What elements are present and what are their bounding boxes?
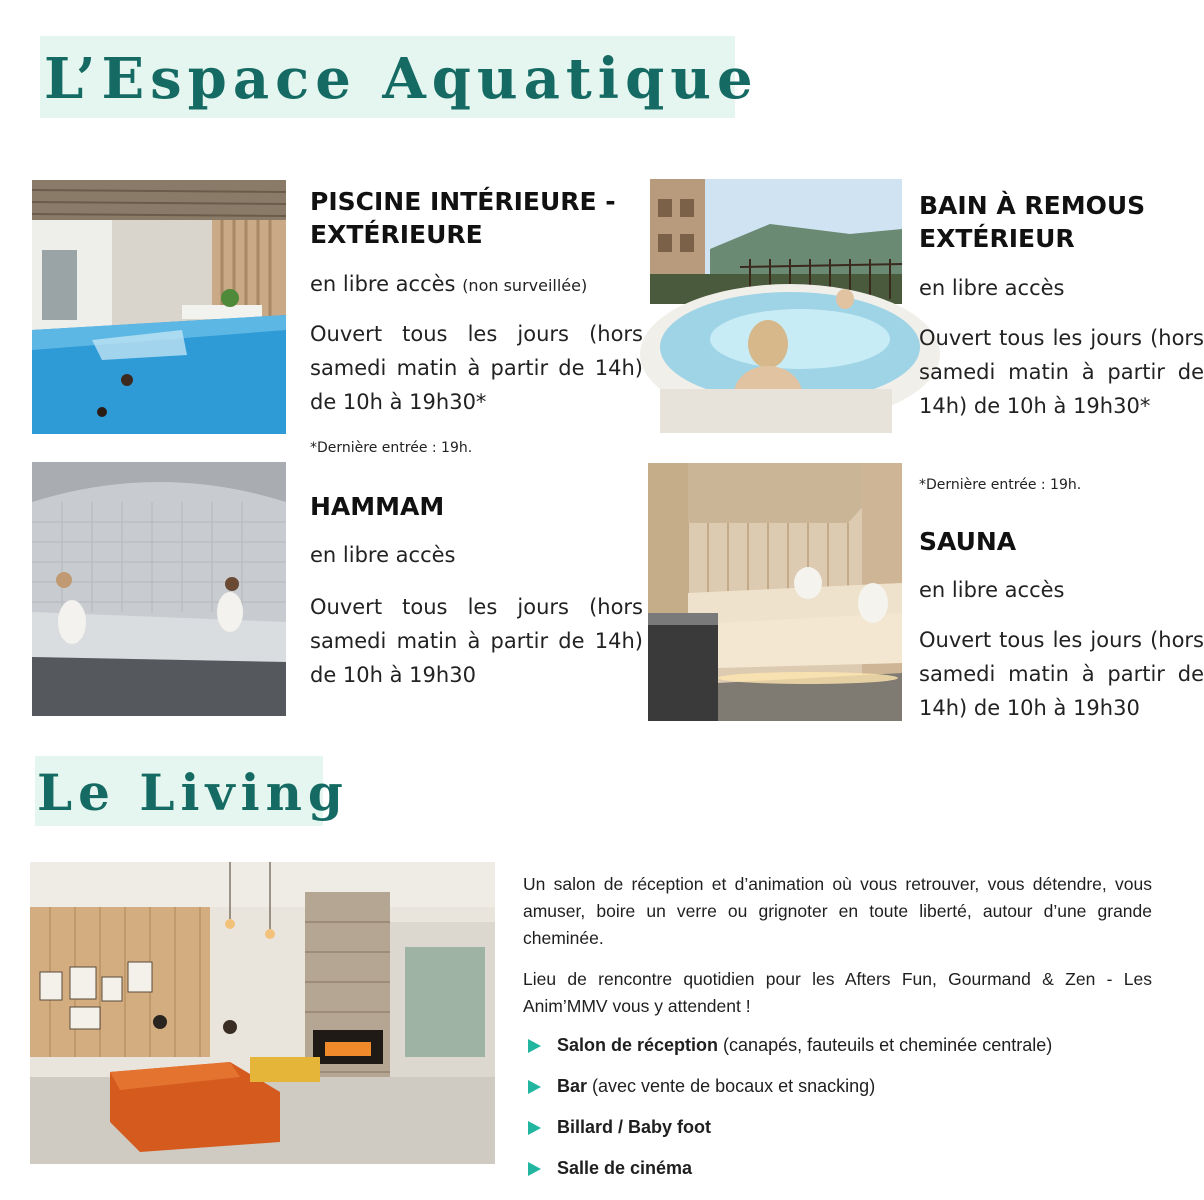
- hammam-photo: [32, 462, 286, 716]
- jacuzzi-footnote: *Dernière entrée : 19h.: [919, 477, 1082, 493]
- list-item: [526, 1153, 1052, 1194]
- sauna-access: en libre accès: [919, 578, 1065, 602]
- pool-photo: [32, 180, 286, 434]
- list-item: [526, 1112, 1052, 1153]
- pool-access: [310, 272, 587, 296]
- living-description: Un salon de réception et d’animation où vous retrouver, vous détendre, vous amuser, boire un verre ou grignoter en toute liberté, autour d’une grande cheminée.: [523, 874, 1152, 948]
- amenity-name: Salle de cinéma: [557, 1158, 693, 1178]
- list-item: [526, 1071, 1052, 1112]
- sauna-photo: [648, 463, 902, 721]
- pool-title-line1: PISCINE INTÉRIEURE -: [310, 187, 616, 216]
- hammam-access: en libre accès: [310, 543, 456, 567]
- pool-footnote: *Dernière entrée : 19h.: [310, 440, 473, 456]
- amenity-name: Billard / Baby foot: [557, 1117, 712, 1137]
- living-photo: [30, 862, 495, 1164]
- pool-access-text: en libre accès: [310, 272, 456, 296]
- sauna-hours-clip: [919, 623, 1204, 759]
- bullet-triangle-icon: [528, 1039, 541, 1053]
- bullet-triangle-icon: [528, 1121, 541, 1135]
- sauna-title: SAUNA: [919, 527, 1017, 556]
- living-title-text: Le Living: [37, 763, 349, 822]
- list-item: [526, 1030, 1052, 1071]
- jacuzzi-hours: Ouvert tous les jours (hors samedi matin à partir de 14h) de 10h à 19h30*: [919, 326, 1204, 418]
- jacuzzi-title-line2: EXTÉRIEUR: [919, 224, 1075, 253]
- amenity-detail: (avec vente de bocaux et snacking): [587, 1076, 876, 1096]
- pool-title: [310, 185, 650, 251]
- pool-access-note: (non surveillée): [462, 276, 588, 295]
- pool-title-line2: EXTÉRIEURE: [310, 220, 483, 249]
- hammam-hours: Ouvert tous les jours (hors samedi matin à partir de 14h) de 10h à 19h30: [310, 595, 643, 687]
- living-section-title: [35, 756, 349, 826]
- living-amenities-list: [526, 1030, 1052, 1194]
- hammam-title: HAMMAM: [310, 492, 445, 521]
- jacuzzi-title-line1: BAIN À REMOUS: [919, 191, 1146, 220]
- aquatic-section-title: [40, 36, 759, 118]
- amenity-detail: (canapés, fauteuils et cheminée centrale): [718, 1035, 1053, 1055]
- living-meeting-text: Lieu de rencontre quotidien pour les Afters Fun, Gourmand & Zen - Les Anim’MMV vous y attendent !: [523, 969, 1152, 1016]
- sauna-hours: Ouvert tous les jours (hors samedi matin à partir de 14h) de 10h à 19h30: [919, 628, 1204, 720]
- pool-hours: Ouvert tous les jours (hors samedi matin à partir de 14h) de 10h à 19h30*: [310, 322, 643, 414]
- bullet-triangle-icon: [528, 1162, 541, 1176]
- amenity-name: Bar: [557, 1076, 588, 1096]
- jacuzzi-hours-clip: [919, 321, 1204, 457]
- amenity-name: Salon de réception: [557, 1035, 719, 1055]
- aquatic-title-text: L’Espace Aquatique: [44, 46, 759, 112]
- jacuzzi-access: en libre accès: [919, 276, 1065, 300]
- jacuzzi-title: [919, 189, 1189, 255]
- jacuzzi-photo: [650, 179, 902, 433]
- bullet-triangle-icon: [528, 1080, 541, 1094]
